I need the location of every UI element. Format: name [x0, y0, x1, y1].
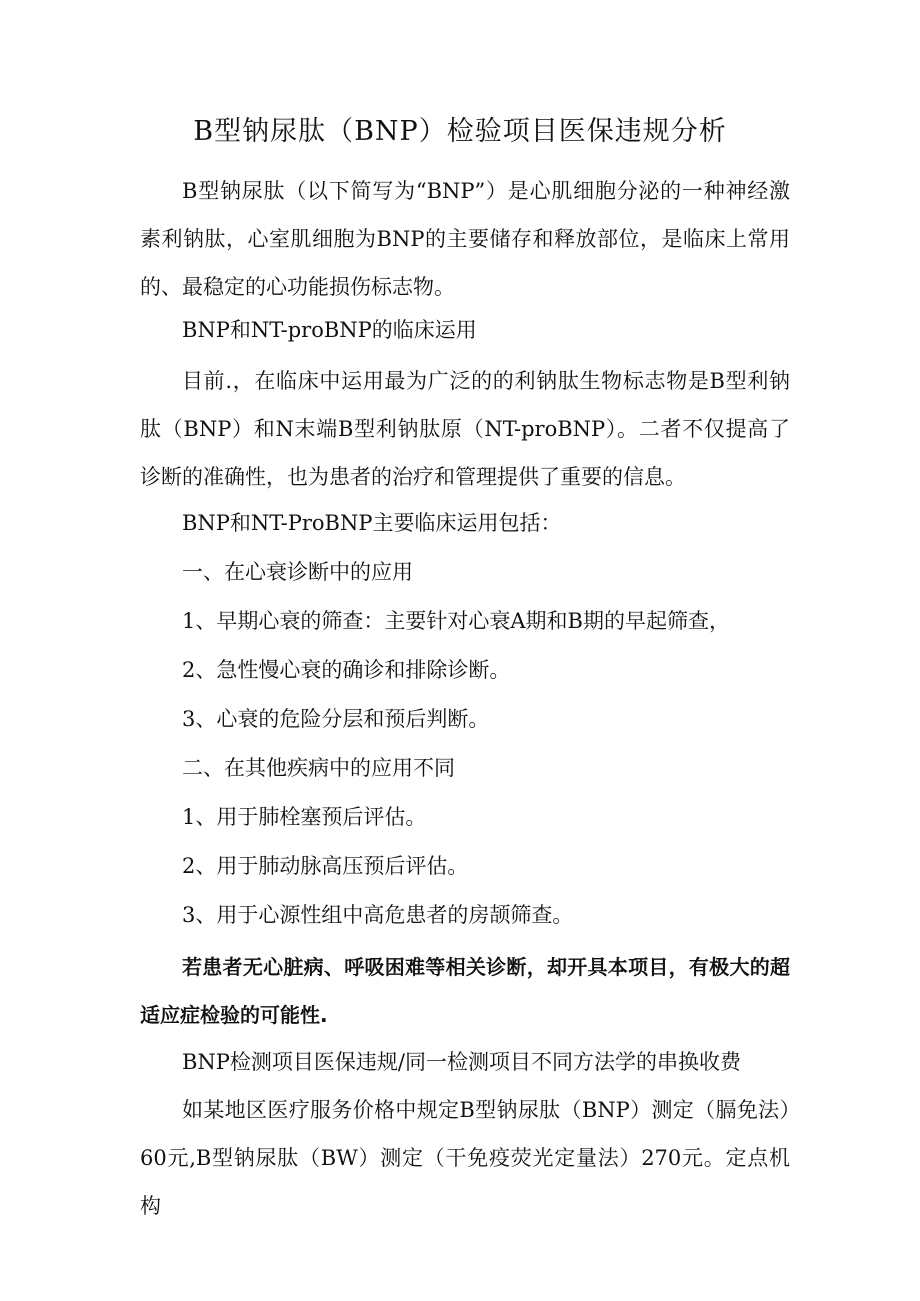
- od-item-1: 1、用于肺栓塞预后评估。: [182, 805, 427, 829]
- section-heading: BNP和NT-proBNP的临床运用: [182, 318, 477, 342]
- hf-item-2: 2、急性慢心衰的确诊和排除诊断。: [182, 658, 511, 682]
- intro-paragraph: B型钠尿肽（以下简写为“BNP”）是心肌细胞分泌的一种神经激素利钠肽，心室肌细胞为BNP的主要储存和释放部位，是临床上常用的、最稳定的心功能损伤标志物。: [140, 179, 790, 299]
- violation-heading: BNP检测项目医保违规/同一检测项目不同方法学的串换收费: [182, 1050, 742, 1074]
- od-item-2: 2、用于肺动脉高压预后评估。: [182, 854, 469, 878]
- example-paragraph: 如某地区医疗服务价格中规定B型钠尿肽（BNP）测定（膈免法）60元,B型钠尿肽（BW）测定（干免疫荧光定量法）270元。定点机构: [140, 1098, 790, 1218]
- warning-paragraph: 若患者无心脏病、呼吸困难等相关诊断，却开具本项目，有极大的超适应症检验的可能性.: [140, 955, 790, 1027]
- document-title: B型钠尿肽（BNP）检验项目医保违规分析: [193, 116, 727, 147]
- other-diseases-heading: 二、在其他疾病中的应用不同: [182, 756, 455, 780]
- od-item-3: 3、用于心源性组中高危患者的房颉筛查。: [182, 903, 574, 927]
- current-use-paragraph: 目前.，在临床中运用最为广泛的的利钠肽生物标志物是B型利钠肽（BNP）和N末端B型利钠肽原（NT-proBNP）。二者不仅提高了诊断的准确性，也为患者的治疗和管理提供了重要的信息。: [140, 369, 790, 489]
- hf-item-3: 3、心衰的危险分层和预后判断。: [182, 707, 490, 731]
- hf-item-1: 1、早期心衰的筛查：主要针对心衰A期和B期的早起筛查，: [182, 609, 730, 633]
- heart-failure-heading: 一、在心衰诊断中的应用: [182, 560, 413, 584]
- main-uses-heading: BNP和NT-ProBNP主要临床运用包括：: [182, 511, 562, 535]
